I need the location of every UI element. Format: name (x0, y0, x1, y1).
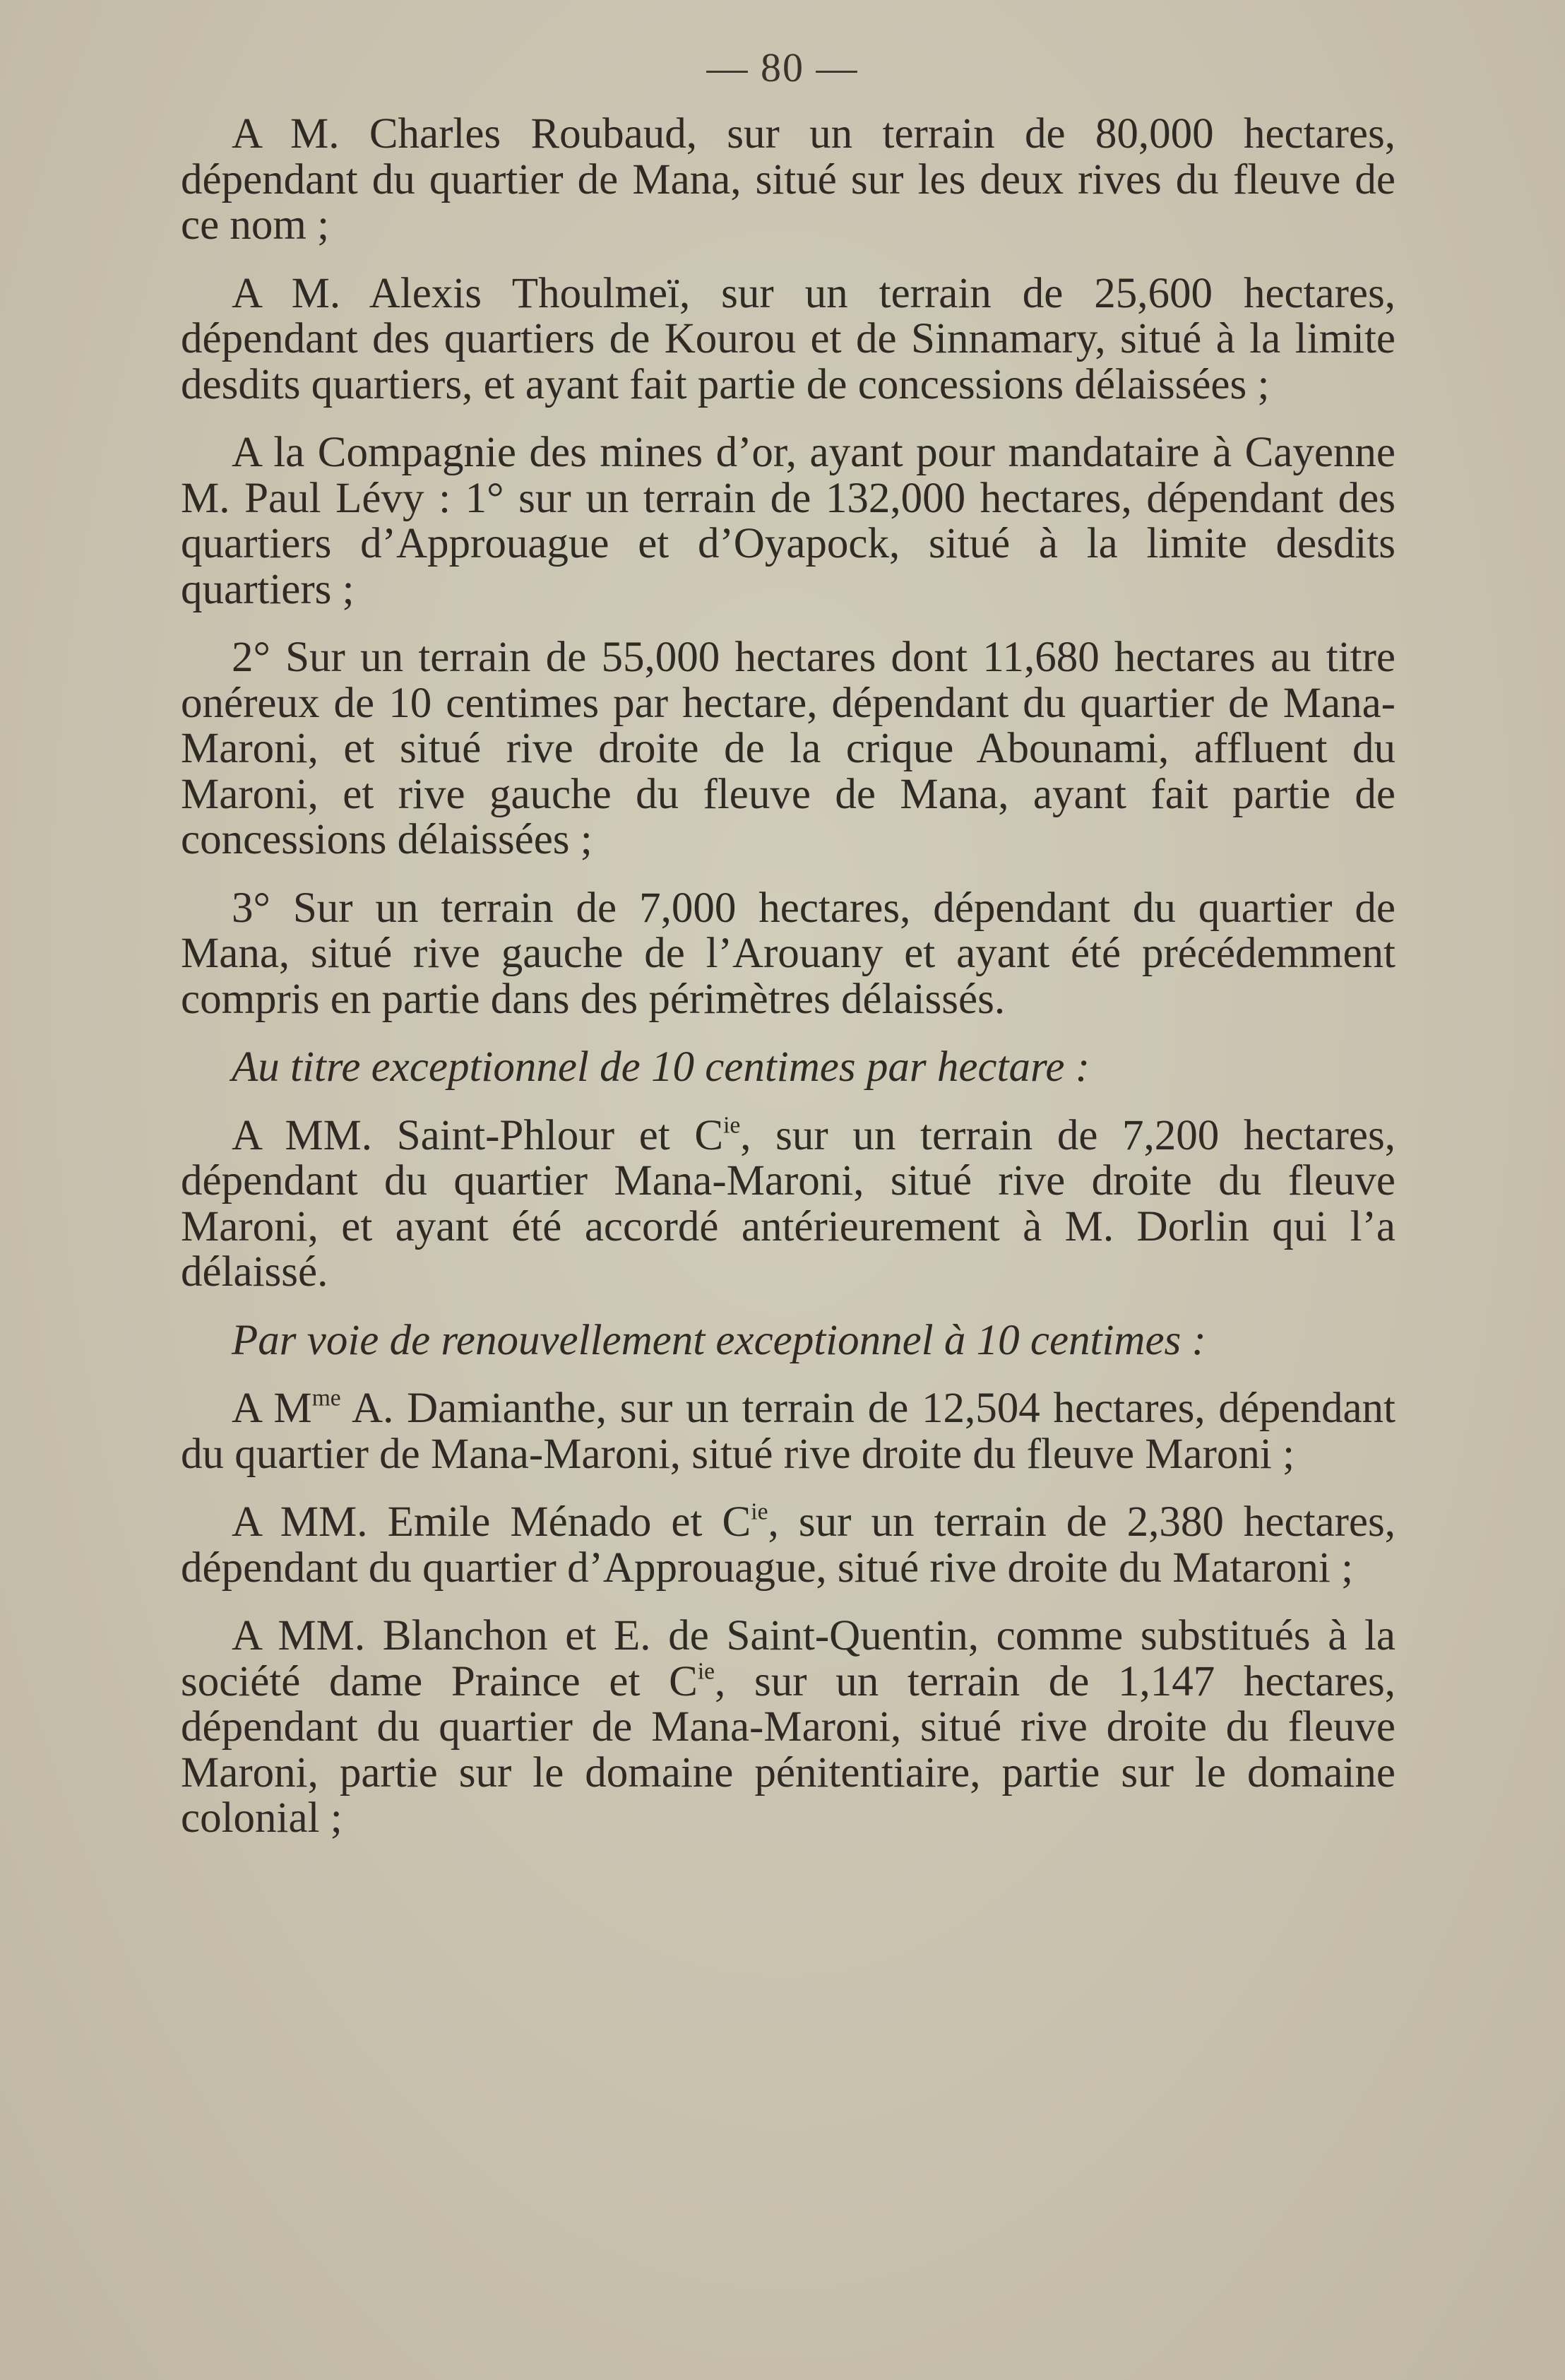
body-text (181, 112, 1396, 1864)
text-segment: A MM. Saint-Phlour et C (232, 1111, 724, 1159)
paragraph-roubaud: A M. Charles Roubaud, sur un terrain de 80,000 hectares, dépendant du quartier de Mana, situé sur les deux rives du fleuve de ce nom ; (181, 110, 1396, 249)
text-segment: , sur un terrain de 7,200 hectares, dépendant du quartier Mana-Maroni, situé rive droite du fleuve Maroni, et ayant été accordé antérieurement à M. Dorlin qui l’a délaissé. (181, 1111, 1396, 1296)
paragraph-compagnie-mines: A la Compagnie des mines d’or, ayant pour mandataire à Cayenne M. Paul Lévy : 1° sur un terrain de 132,000 hectares, dépendant des quartiers d’Approuague et d’Oyapock, situé à la limite desdits quartiers ; (181, 429, 1396, 613)
text-segment: A M (232, 1385, 312, 1432)
text-segment: A. Damianthe, sur un terrain de 12,504 hectares, dépendant du quartier de Mana-Maroni, situé rive droite du fleuve Maroni ; (181, 1385, 1396, 1478)
text-segment: , sur un terrain de 2,380 hectares, dépendant du quartier d’Approuague, situé rive droite du Mataroni ; (181, 1498, 1396, 1592)
section-heading-renouvellement: Par voie de renouvellement exceptionnel à 10 centimes : (232, 1316, 1206, 1364)
text-segment: A MM. Blanchon et E. de Saint-Quentin, comme substitués à la société dame Praince et C (181, 1612, 1396, 1705)
section-heading-titre-exceptionnel: Au titre exceptionnel de 10 centimes par hectare : (232, 1043, 1090, 1091)
superscript: me (311, 1385, 341, 1411)
text-segment: , sur un terrain de 1,147 hectares, dépendant du quartier de Mana-Maroni, situé rive droite du fleuve Maroni, partie sur le domaine pénitentiaire, partie sur le domaine colonial ; (181, 1657, 1396, 1842)
paragraph-saint-phlour (181, 1113, 1396, 1296)
page-number: — 80 — (706, 45, 859, 90)
paragraph-second-terrain: 2° Sur un terrain de 55,000 hectares dont 11,680 hectares au titre onéreux de 10 centimes par hectare, dépendant du quartier de Mana-Maroni, et situé rive droite de la crique Abounami, affluent du Maroni, et rive gauche du fleuve de Mana, ayant fait partie de concessions délaissées ; (181, 634, 1396, 863)
paragraph-blanchon (181, 1614, 1396, 1842)
paragraph-third-terrain: 3° Sur un terrain de 7,000 hectares, dépendant du quartier de Mana, situé rive gauche de l’Arouany et ayant été précédemment compris en partie dans des périmètres délaissés. (181, 884, 1396, 1023)
superscript: ie (697, 1658, 715, 1685)
superscript: ie (723, 1112, 741, 1139)
text-segment: A MM. Emile Ménado et C (232, 1498, 751, 1546)
superscript: ie (751, 1498, 768, 1525)
paragraph-damianthe (181, 1386, 1396, 1477)
paragraph-thoulmei: A M. Alexis Thoulmeï, sur un terrain de 25,600 hectares, dépendant des quartiers de Kourou et de Sinnamary, situé à la limite desdits quartiers, et ayant fait partie de concessions délaissées ; (181, 269, 1396, 408)
paragraph-menado (181, 1500, 1396, 1591)
